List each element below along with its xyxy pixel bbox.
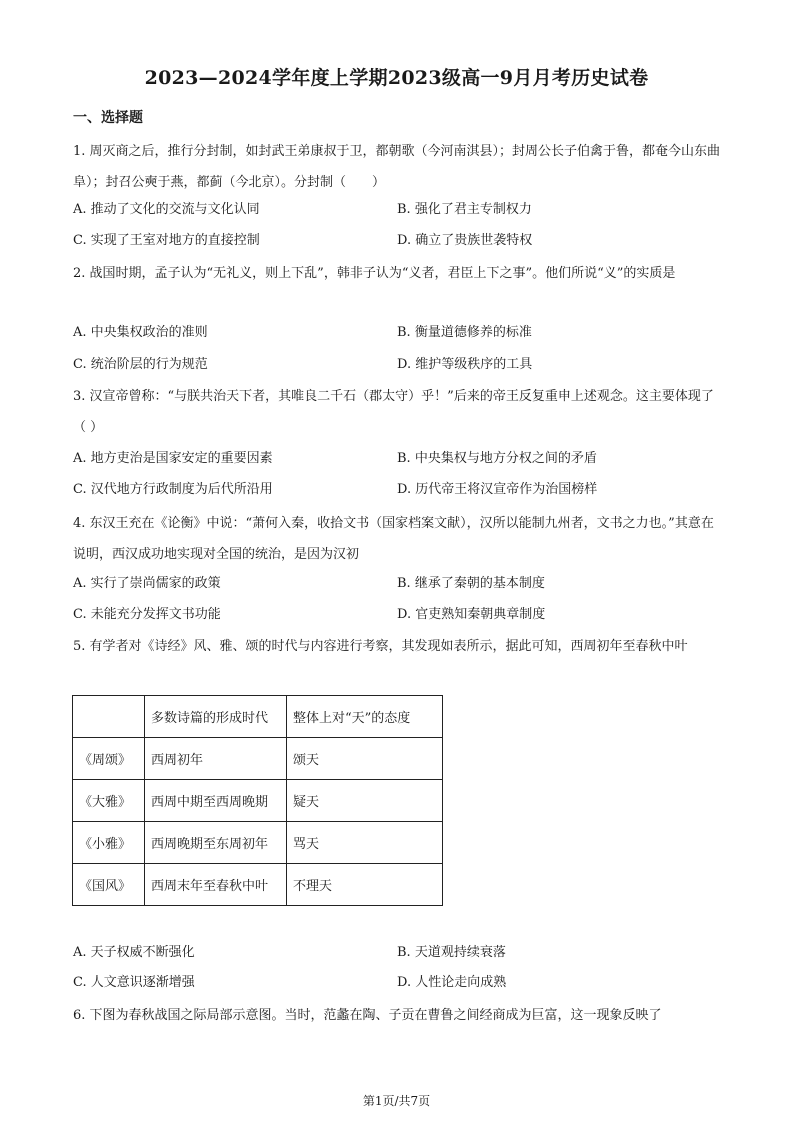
- question-stem: 1. 周灭商之后，推行分封制，如封武王弟康叔于卫，都朝歌（今河南淇县）；封周公长子伯禽于鲁，都奄今山东曲阜）；封召公奭于燕，都蓟（今北京）。分封制（ ）: [73, 144, 721, 190]
- table-cell: 不理天: [287, 864, 443, 906]
- poetry-table: [72, 695, 443, 906]
- option: D. 官吏熟知秦朝典章制度: [397, 607, 546, 622]
- table-cell: 《国风》: [73, 864, 145, 906]
- table-cell: 疑天: [287, 780, 443, 822]
- page-footer: 第1页/共7页: [362, 1094, 431, 1108]
- table-cell: 《大雅》: [73, 780, 145, 822]
- option: D. 维护等级秩序的工具: [397, 357, 533, 372]
- option: B. 继承了秦朝的基本制度: [397, 576, 545, 591]
- option: D. 历代帝王将汉宣帝作为治国榜样: [397, 482, 598, 497]
- option: D. 人性论走向成熟: [397, 975, 507, 990]
- option: C. 实现了王室对地方的直接控制: [73, 233, 260, 248]
- table-row: [73, 822, 443, 864]
- table-cell: 西周末年至春秋中叶: [145, 864, 287, 906]
- table-row: [73, 864, 443, 906]
- table-header-cell: [73, 696, 145, 738]
- option: A. 推动了文化的交流与文化认同: [73, 202, 260, 217]
- table-cell: 《周颂》: [73, 738, 145, 780]
- table-header-row: [73, 696, 443, 738]
- option: A. 实行了崇尚儒家的政策: [73, 576, 221, 591]
- option: C. 统治阶层的行为规范: [73, 357, 208, 372]
- option: B. 中央集权与地方分权之间的矛盾: [397, 451, 597, 466]
- table-cell: 骂天: [287, 822, 443, 864]
- option: B. 天道观持续衰落: [397, 945, 506, 960]
- table-cell: 西周初年: [145, 738, 287, 780]
- question-stem: 4. 东汉王充在《论衡》中说：“萧何入秦，收拾文书（国家档案文献），汉所以能制九州者，文书之力也。”其意在说明，西汉成功地实现对全国的统治，是因为汉初: [73, 516, 714, 562]
- option: B. 衡量道德修养的标准: [397, 325, 532, 340]
- question-stem: 2. 战国时期，孟子认为“无礼义，则上下乱”，韩非子认为“义者，君臣上下之事”。他们所说“义”的实质是: [73, 266, 676, 281]
- option: B. 强化了君主专制权力: [397, 202, 532, 217]
- table-header-cell: 多数诗篇的形成时代: [145, 696, 287, 738]
- question-stem: 3. 汉宣帝曾称：“与朕共治天下者，其唯良二千石（郡太守）乎！”后来的帝王反复重申上述观念。这主要体现了（ ）: [73, 389, 714, 435]
- table-row: [73, 780, 443, 822]
- table-cell: 颂天: [287, 738, 443, 780]
- option: A. 天子权威不断强化: [73, 945, 195, 960]
- question-stem: 5. 有学者对《诗经》风、雅、颂的时代与内容进行考察，其发现如表所示，据此可知，西周初年至春秋中叶: [73, 639, 688, 654]
- table-row: [73, 738, 443, 780]
- option: C. 未能充分发挥文书功能: [73, 607, 221, 622]
- option: C. 汉代地方行政制度为后代所沿用: [73, 482, 273, 497]
- option: D. 确立了贵族世袭特权: [397, 233, 533, 248]
- table-header-cell: 整体上对“天”的态度: [287, 696, 443, 738]
- option: A. 中央集权政治的准则: [73, 325, 208, 340]
- exam-title: 2023—2024学年度上学期2023级高一9月月考历史试卷: [144, 67, 649, 89]
- table-cell: 西周晚期至东周初年: [145, 822, 287, 864]
- option: C. 人文意识逐渐增强: [73, 975, 195, 990]
- table-cell: 《小雅》: [73, 822, 145, 864]
- option: A. 地方吏治是国家安定的重要因素: [73, 451, 273, 466]
- section-heading: 一、选择题: [73, 110, 143, 126]
- table-cell: 西周中期至西周晚期: [145, 780, 287, 822]
- question-stem: 6. 下图为春秋战国之际局部示意图。当时，范蠡在陶、子贡在曹鲁之间经商成为巨富，这一现象反映了: [73, 1008, 662, 1023]
